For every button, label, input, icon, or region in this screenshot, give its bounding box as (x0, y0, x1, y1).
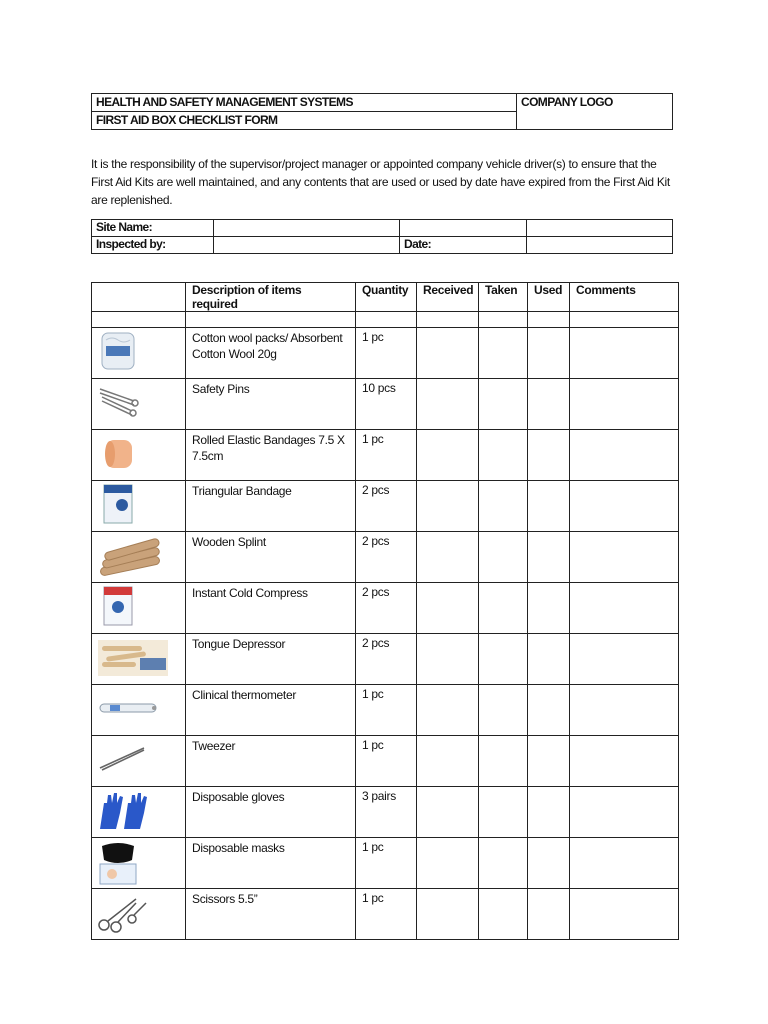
table-row (92, 481, 679, 532)
item-quantity: 1 pc (356, 430, 417, 481)
item-used-field[interactable] (528, 481, 570, 532)
item-taken-field[interactable] (479, 328, 528, 379)
item-used-field[interactable] (528, 838, 570, 889)
item-used-field[interactable] (528, 430, 570, 481)
item-received-field[interactable] (417, 634, 479, 685)
thermometer-icon (96, 687, 160, 729)
item-received-field[interactable] (417, 532, 479, 583)
item-received-field[interactable] (417, 838, 479, 889)
scissors-icon (96, 891, 150, 933)
table-row (92, 583, 679, 634)
item-taken-field[interactable] (479, 736, 528, 787)
item-description: Scissors 5.5” (186, 889, 356, 940)
table-row (92, 889, 679, 940)
item-description: Disposable gloves (186, 787, 356, 838)
table-row (92, 328, 679, 379)
system-title: HEALTH AND SAFETY MANAGEMENT SYSTEMS (92, 94, 517, 112)
item-comments-field[interactable] (570, 430, 679, 481)
item-image (92, 889, 186, 940)
item-used-field[interactable] (528, 736, 570, 787)
item-used-field[interactable] (528, 328, 570, 379)
header-comments: Comments (570, 283, 679, 312)
item-received-field[interactable] (417, 379, 479, 430)
item-description: Clinical thermometer (186, 685, 356, 736)
item-quantity: 10 pcs (356, 379, 417, 430)
item-taken-field[interactable] (479, 889, 528, 940)
item-received-field[interactable] (417, 685, 479, 736)
site-extra-field[interactable] (527, 220, 673, 237)
item-taken-field[interactable] (479, 634, 528, 685)
item-taken-field[interactable] (479, 430, 528, 481)
date-field[interactable] (527, 237, 673, 254)
item-image (92, 736, 186, 787)
item-quantity: 2 pcs (356, 532, 417, 583)
item-comments-field[interactable] (570, 532, 679, 583)
item-received-field[interactable] (417, 736, 479, 787)
item-quantity: 3 pairs (356, 787, 417, 838)
item-description: Disposable masks (186, 838, 356, 889)
item-received-field[interactable] (417, 481, 479, 532)
item-quantity: 1 pc (356, 328, 417, 379)
item-image (92, 685, 186, 736)
header-taken: Taken (479, 283, 528, 312)
item-taken-field[interactable] (479, 481, 528, 532)
item-taken-field[interactable] (479, 838, 528, 889)
item-quantity: 2 pcs (356, 634, 417, 685)
table-row (92, 787, 679, 838)
item-taken-field[interactable] (479, 379, 528, 430)
table-row (92, 838, 679, 889)
elastic-bandage-icon (96, 432, 140, 474)
item-received-field[interactable] (417, 328, 479, 379)
date-label: Date: (400, 237, 527, 254)
table-row (92, 634, 679, 685)
gloves-icon (96, 789, 150, 831)
item-used-field[interactable] (528, 787, 570, 838)
site-blank-cell (400, 220, 527, 237)
item-used-field[interactable] (528, 889, 570, 940)
item-received-field[interactable] (417, 787, 479, 838)
tongue-depressor-icon (96, 636, 170, 678)
item-taken-field[interactable] (479, 787, 528, 838)
item-image (92, 328, 186, 379)
inspected-by-field[interactable] (214, 237, 400, 254)
inspected-by-label: Inspected by: (92, 237, 214, 254)
item-used-field[interactable] (528, 532, 570, 583)
item-description: Instant Cold Compress (186, 583, 356, 634)
item-comments-field[interactable] (570, 838, 679, 889)
wooden-splint-icon (96, 534, 166, 576)
tweezer-icon (96, 738, 150, 780)
item-used-field[interactable] (528, 379, 570, 430)
table-row (92, 379, 679, 430)
item-image (92, 430, 186, 481)
header-quantity: Quantity (356, 283, 417, 312)
item-comments-field[interactable] (570, 379, 679, 430)
header-image-cell (92, 283, 186, 312)
item-image (92, 634, 186, 685)
item-quantity: 1 pc (356, 685, 417, 736)
item-received-field[interactable] (417, 583, 479, 634)
site-name-label: Site Name: (92, 220, 214, 237)
item-description: Tongue Depressor (186, 634, 356, 685)
table-row (92, 532, 679, 583)
intro-paragraph: It is the responsibility of the supervisor/project manager or appointed company vehicle driver(s) to ensure that the First Aid Kits are well maintained, and any contents that are used or used by date have expired from the First Aid Kit are replenished. (91, 157, 670, 207)
item-comments-field[interactable] (570, 787, 679, 838)
items-table (91, 282, 679, 940)
table-row (92, 685, 679, 736)
item-comments-field[interactable] (570, 583, 679, 634)
item-received-field[interactable] (417, 889, 479, 940)
item-description: Wooden Splint (186, 532, 356, 583)
cold-compress-icon (96, 585, 140, 627)
header-used: Used (528, 283, 570, 312)
triangular-bandage-icon (96, 483, 140, 525)
item-used-field[interactable] (528, 583, 570, 634)
item-comments-field[interactable] (570, 736, 679, 787)
item-received-field[interactable] (417, 430, 479, 481)
item-comments-field[interactable] (570, 685, 679, 736)
item-description: Rolled Elastic Bandages 7.5 X 7.5cm (186, 430, 356, 481)
item-image (92, 379, 186, 430)
item-taken-field[interactable] (479, 685, 528, 736)
site-name-field[interactable] (214, 220, 400, 237)
item-quantity: 2 pcs (356, 481, 417, 532)
cotton-wool-icon (96, 330, 140, 372)
item-image (92, 838, 186, 889)
item-quantity: 1 pc (356, 736, 417, 787)
item-image (92, 583, 186, 634)
item-description: Triangular Bandage (186, 481, 356, 532)
item-description: Safety Pins (186, 379, 356, 430)
item-comments-field[interactable] (570, 328, 679, 379)
table-spacer-row (92, 312, 679, 328)
header-received: Received (417, 283, 479, 312)
header-table (91, 93, 673, 130)
item-used-field[interactable] (528, 685, 570, 736)
item-used-field[interactable] (528, 634, 570, 685)
item-description: Cotton wool packs/ Absorbent Cotton Wool 20g (186, 328, 356, 379)
item-image (92, 787, 186, 838)
table-header-row (92, 283, 679, 312)
table-row (92, 736, 679, 787)
item-comments-field[interactable] (570, 634, 679, 685)
table-row (92, 430, 679, 481)
item-taken-field[interactable] (479, 532, 528, 583)
safety-pins-icon (96, 381, 140, 423)
item-description: Tweezer (186, 736, 356, 787)
item-taken-field[interactable] (479, 583, 528, 634)
masks-icon (96, 840, 140, 886)
item-quantity: 2 pcs (356, 583, 417, 634)
site-info-table (91, 219, 673, 254)
company-logo-placeholder: COMPANY LOGO (517, 94, 673, 130)
item-comments-field[interactable] (570, 889, 679, 940)
header-description: Description of items required (186, 283, 356, 312)
item-quantity: 1 pc (356, 838, 417, 889)
item-comments-field[interactable] (570, 481, 679, 532)
item-quantity: 1 pc (356, 889, 417, 940)
item-image (92, 481, 186, 532)
item-image (92, 532, 186, 583)
form-title: FIRST AID BOX CHECKLIST FORM (92, 112, 517, 130)
